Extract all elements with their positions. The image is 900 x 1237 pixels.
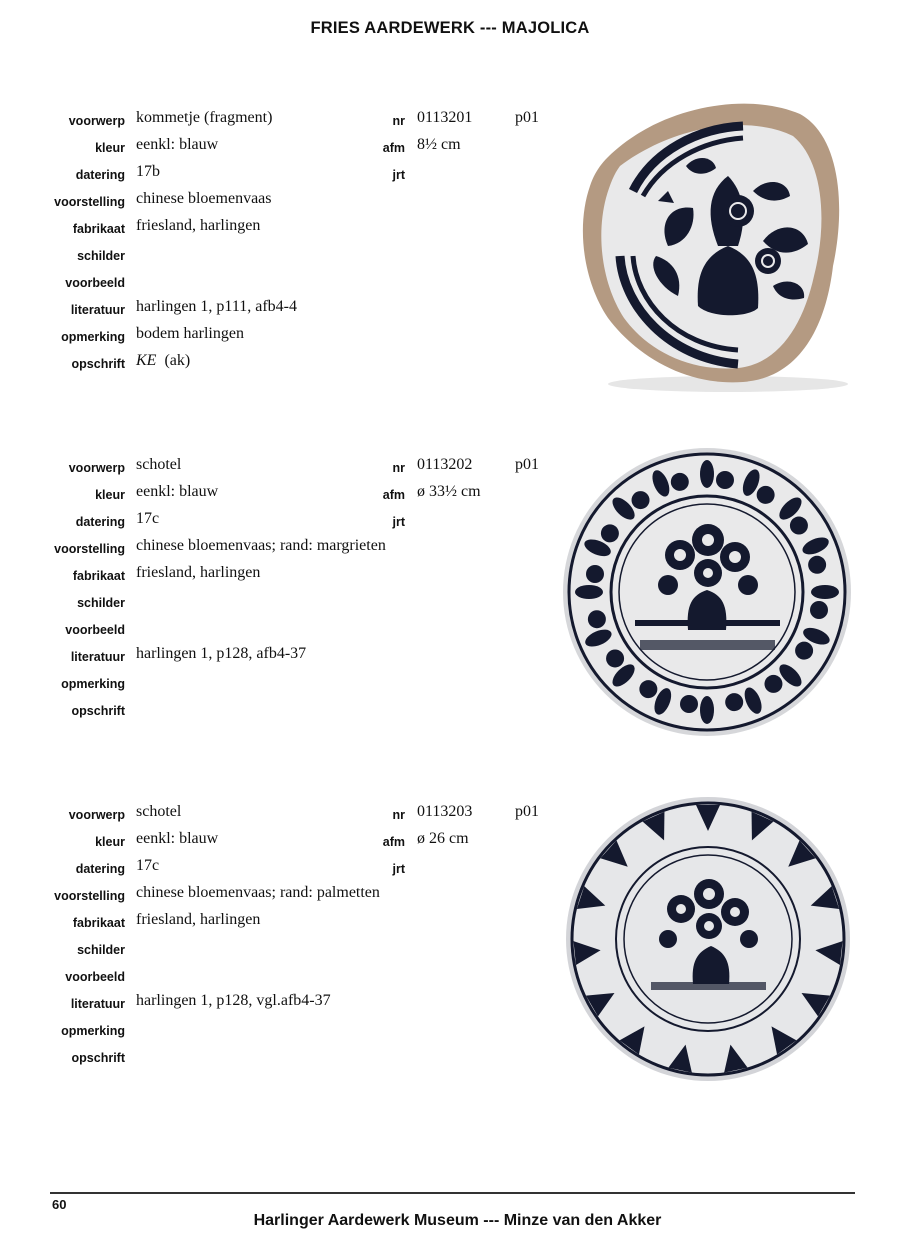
label-voorstelling: voorstelling <box>54 889 125 903</box>
label-datering: datering <box>75 862 125 876</box>
label-voorwerp: voorwerp <box>68 808 125 822</box>
page-code: p01 <box>515 109 539 126</box>
dish-palmetten-image <box>563 794 853 1084</box>
label-fabrikaat: fabrikaat <box>72 569 125 583</box>
label-fabrikaat: fabrikaat <box>72 916 125 930</box>
label-opschrift: opschrift <box>71 357 125 371</box>
label-opmerking: opmerking <box>61 677 125 691</box>
value-afm: ø 33½ cm <box>417 483 481 500</box>
value-datering: 17c <box>136 857 160 874</box>
value-afm: ø 26 cm <box>417 830 469 847</box>
dish-margrieten-image <box>560 445 855 740</box>
label-afm: afm <box>382 488 405 502</box>
page-title: FRIES AARDEWERK --- MAJOLICA <box>310 19 590 37</box>
label-opmerking: opmerking <box>61 1024 125 1038</box>
opschrift-rest: (ak) <box>164 352 191 369</box>
value-afm: 8½ cm <box>417 136 461 153</box>
value-nr: 0113203 <box>417 803 473 820</box>
page-code: p01 <box>515 456 539 473</box>
value-opmerking: bodem harlingen <box>136 325 244 342</box>
value-opschrift <box>136 1046 140 1064</box>
label-jrt: jrt <box>392 515 405 529</box>
label-voorstelling: voorstelling <box>54 542 125 556</box>
label-afm: afm <box>382 141 405 155</box>
value-voorstelling: chinese bloemenvaas <box>136 190 272 207</box>
value-literatuur: harlingen 1, p128, afb4-37 <box>136 645 307 662</box>
value-opschrift <box>136 352 190 370</box>
label-voorbeeld: voorbeeld <box>65 623 125 637</box>
label-jrt: jrt <box>392 862 405 876</box>
value-voorwerp: schotel <box>136 803 182 820</box>
fragment-bowl-image <box>578 96 858 396</box>
label-schilder: schilder <box>77 596 125 610</box>
label-schilder: schilder <box>77 943 125 957</box>
opschrift-italic: KE <box>136 352 157 369</box>
label-literatuur: literatuur <box>70 650 125 664</box>
value-voorwerp: kommetje (fragment) <box>136 109 273 126</box>
label-kleur: kleur <box>95 488 125 502</box>
value-kleur: eenkl: blauw <box>136 483 219 500</box>
label-literatuur: literatuur <box>70 303 125 317</box>
label-schilder: schilder <box>77 249 125 263</box>
value-voorstelling: chinese bloemenvaas; rand: margrieten <box>136 537 386 554</box>
label-kleur: kleur <box>95 835 125 849</box>
label-literatuur: literatuur <box>70 997 125 1011</box>
label-nr: nr <box>392 808 405 822</box>
value-nr: 0113202 <box>417 456 473 473</box>
label-voorbeeld: voorbeeld <box>65 970 125 984</box>
page-number: 60 <box>52 1197 67 1212</box>
label-voorwerp: voorwerp <box>68 114 125 128</box>
value-opschrift <box>136 699 140 717</box>
label-afm: afm <box>382 835 405 849</box>
value-voorstelling: chinese bloemenvaas; rand: palmetten <box>136 884 380 901</box>
label-opschrift: opschrift <box>71 704 125 718</box>
value-fabrikaat: friesland, harlingen <box>136 217 261 234</box>
footer-credit: Harlinger Aardewerk Museum --- Minze van den Akker <box>253 1212 662 1229</box>
label-opschrift: opschrift <box>71 1051 125 1065</box>
value-literatuur: harlingen 1, p111, afb4-4 <box>136 298 297 315</box>
value-fabrikaat: friesland, harlingen <box>136 911 261 928</box>
value-datering: 17c <box>136 510 160 527</box>
label-voorstelling: voorstelling <box>54 195 125 209</box>
label-voorwerp: voorwerp <box>68 461 125 475</box>
label-nr: nr <box>392 114 405 128</box>
label-fabrikaat: fabrikaat <box>72 222 125 236</box>
label-kleur: kleur <box>95 141 125 155</box>
value-literatuur: harlingen 1, p128, vgl.afb4-37 <box>136 992 331 1009</box>
label-datering: datering <box>75 515 125 529</box>
label-datering: datering <box>75 168 125 182</box>
value-datering: 17b <box>136 163 160 180</box>
page-code: p01 <box>515 803 539 820</box>
value-fabrikaat: friesland, harlingen <box>136 564 261 581</box>
value-nr: 0113201 <box>417 109 473 126</box>
value-kleur: eenkl: blauw <box>136 136 219 153</box>
label-nr: nr <box>392 461 405 475</box>
value-voorwerp: schotel <box>136 456 182 473</box>
label-opmerking: opmerking <box>61 330 125 344</box>
value-kleur: eenkl: blauw <box>136 830 219 847</box>
label-jrt: jrt <box>392 168 405 182</box>
label-voorbeeld: voorbeeld <box>65 276 125 290</box>
footer-rule <box>50 1192 855 1194</box>
